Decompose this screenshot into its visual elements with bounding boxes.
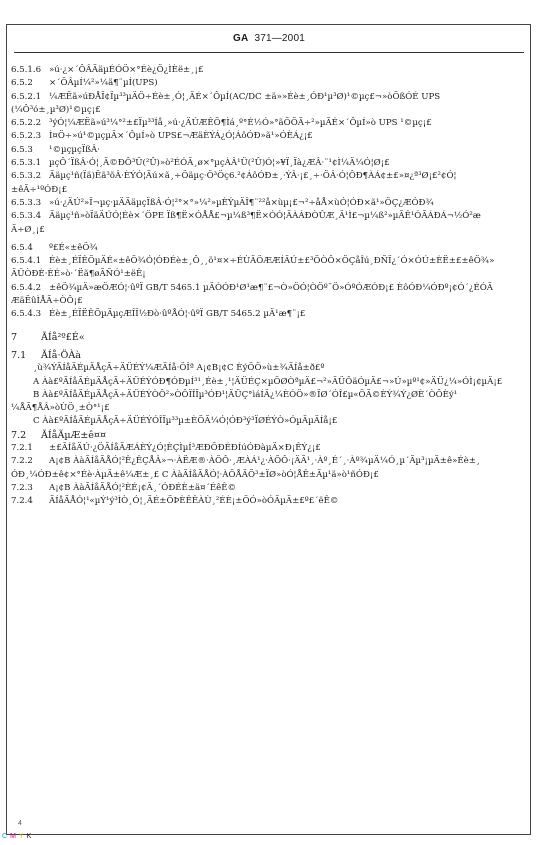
clause-text: ¼ÆËã»úÐÅÏ¢Ïµ³³µÄÖ÷Éè±¸Ó¦¸ÃÉ×´ÔµÍ(AC/DC ±ä»»Éè±¸ÓÐ¹µ³Ø)¹©µç£¬»òÕßÓÉ UPS	[49, 91, 441, 102]
clause-text: ÃÍåÃµÆ±ê¤¤	[41, 429, 107, 441]
text-line	[11, 362, 523, 375]
clause-text: Ì¤Ö÷»ú¹©µçµÄ×´ÔµÍ»ò UPS£¬ÆäÈÝÁ¿Ó¦ÁôÓÐ»ã¹»ÓÈÁ¿¡£	[49, 131, 313, 142]
clause-text: (¼Ô³ó±¸µ³Ø)¹©µç¡£	[11, 104, 101, 115]
clause-text: Éè±¸ÉÏÊÕµÄÉ«±êÖ¾Ó¦ÓÐÉè±¸Ô¸¸ö¹¤×÷ÉÙÄÖÆÆÍÄÚ±£³ÖÒÔ×ÖÇåÎú¸ÐÑÏ¿´Ó×ÓÚ±ÈË±£±êÖ¾»	[49, 256, 495, 267]
text-line	[11, 495, 523, 508]
clause-text: ±êÖ¾µÄ»æÖÆÓ¦·ûºÏ GB/T 5465.1 µÄÒÓÐ¹Ø¹æ¶¨£¬Ò»ÖÓ¦ÒÖº¯Ö»ÓºÓÆÓÐ¡£ ÈôÓÐ¼ÓÐº¡¢Ó´¿ÉÓÃ	[49, 282, 493, 293]
clause-text: ¸ù¾ÝÃÍåÃÉµÄÅçÃ÷ÄÜÉÝ¼ÆÃÍå·ÖÎª A¡¢B¡¢C ÈýÖÖ»ù±¾ÃÍå±ð£º	[33, 363, 325, 374]
clause-text: Ãäµç¹ñ»òÏäÄÚÓ¦Éè×´ÖPE Ïß¶Ë×ÓÅÅ£¬µ¼ß³¶Ë×ÓÓ¦ÃÀÁÐÒÛÆ¸Ä¹Ì£¬µ¼ß²»µÃÊ¹ÓÃÁÐÁ¬½Ó²æ	[49, 211, 481, 222]
text-line	[11, 64, 523, 77]
clause-number: 6.5.4.1	[11, 256, 42, 267]
text-line	[11, 210, 523, 223]
page-number: 4	[18, 820, 22, 827]
clause-number: 6.5.4	[11, 242, 33, 253]
clause-text: ÃÍå²º£É«	[41, 331, 85, 343]
page-header	[0, 33, 538, 44]
text-line	[11, 117, 523, 130]
clause-text: µçÔ´ÏßÂ·Ó¦¸Ã©ÐÔ³Ü(²Û)»ò²ÉÓÃ¸ø×°µçÀÂ¹Ü(²Û)Ó¦»¥Ï¸Ïà¿ÆÂ·¨¹¢Ì¼Ä¼Ó¦Ø¡£	[49, 158, 390, 169]
text-line	[11, 389, 523, 402]
cmyk-y: Y	[18, 833, 27, 840]
clause-text: ÃÍå·ÖÀà	[41, 349, 82, 361]
cmyk-registration-marks	[2, 833, 34, 840]
text-line	[11, 77, 523, 90]
clause-number: 6.5.2	[11, 78, 33, 89]
cmyk-m: M	[10, 833, 19, 840]
clause-number: 6.5.3.4	[11, 211, 42, 222]
clause-number: 7.2.1	[11, 443, 33, 454]
text-line	[11, 242, 523, 255]
text-line	[11, 268, 523, 281]
clause-text: ×´ÖÂµÍ¼²»¼ä¶¨µÍ(UPS)	[49, 78, 158, 89]
text-line	[11, 442, 523, 455]
header-rule	[14, 52, 524, 53]
standard-number: 371—2001	[254, 33, 305, 44]
clause-number: 7.2.2	[11, 456, 33, 467]
text-line	[11, 104, 523, 117]
clause-number: 7	[11, 331, 18, 343]
text-line	[11, 331, 523, 344]
clause-text: ÓÐ¸¼ÓÐ±ê¢×°Éè·ÀµÄ±ê¼Æ±¸£ C ÀàÃÍåÃÅÓ¦·ÀÖÅÄÕ³±ÏØ»òÓ¦ÅÊ±Ãµ¹ä»ò¹ñÓÐ¡£	[11, 469, 379, 480]
section-gap	[11, 322, 523, 331]
clause-number: 6.5.2.2	[11, 118, 42, 129]
text-line	[11, 91, 523, 104]
clause-text: A¡¢B ÀàÃÍåÃÅÓ¦²ÈÉ¡¢Ã¸´ÓÐÉÈ±ä¤´ÉêÊ©	[49, 482, 237, 493]
clause-number: 6.5.2.3	[11, 131, 42, 142]
text-line	[11, 376, 523, 389]
text-line	[11, 402, 523, 415]
clause-number: 7.2	[11, 429, 27, 441]
text-line	[11, 429, 523, 442]
clause-number: 6.5.3.1	[11, 158, 42, 169]
text-line	[11, 482, 523, 495]
clause-text: C Àà£ºÃÍåÃÉµÄÅçÃ÷ÄÜÉÝÓÎÏµ³³µ±ÈÕÃ¼Ó¦ÓÐ³ý³ÏØÉÝÒ»ÓµÄµÃÍå¡£	[33, 416, 338, 427]
text-line	[11, 197, 523, 210]
clause-number: 6.5.3	[11, 144, 33, 155]
clause-number: 7.2.4	[11, 496, 33, 507]
cmyk-k: K	[26, 833, 35, 840]
text-line	[11, 308, 523, 321]
clause-number: 6.5.3.3	[11, 197, 42, 208]
text-line	[11, 349, 523, 362]
clause-text: Éè±¸ÉÏËÊÕµÄµçÆÎÏ½Ðò·ûºÅÓ¦·ûºÏ GB/T 5465.2 µÄ¹æ¶¨¡£	[49, 309, 306, 320]
clause-number: 6.5.4.3	[11, 309, 42, 320]
clause-text: º£É«±êÖ¾	[49, 242, 98, 253]
text-line	[11, 455, 523, 468]
clause-text: Ã÷Ø¸¡£	[11, 224, 45, 235]
text-line	[11, 144, 523, 157]
text-line	[11, 415, 523, 428]
clause-text: ÄÜÒÐÈ·ÈÉ»ò·´Ëã¶øÃÑÓ¹±ëÊ¡	[11, 269, 146, 280]
clause-number: 7.2.3	[11, 482, 33, 493]
document-body	[11, 64, 523, 509]
clause-number: 6.5.1.6	[11, 65, 42, 75]
clause-text: A Àà£ºÃÍåÃÉµÄÅçÃ÷ÄÜÉÝÓÐ¶ÓÐµÍ³¹¸Éè±¸¹¦ÄÜÉÇ×µÖØÒªµÄ£¬²»ÄÜÔäÓµÄ£¬»Ú»µº¹¢»ÄÜ¿¼»ÓÌ¡¢µÄ¡£	[33, 376, 503, 387]
clause-text: ±êÃ÷¹ºÓÐ¡£	[11, 184, 68, 195]
standard-code: GA	[233, 33, 249, 44]
text-line	[11, 170, 523, 183]
clause-text: A¡¢B ÀàÃÍåÃÅÓ¦²Ê¿ÊÇÅÂ»¬·ÀËÆ®·ÀÕÔ·¸ÆÀÁ¹¿·ÀÕÔ·¡ÄÃ¹¸·Àº¸É´¸·Àº¾µÄ¼Ó¸µ´Ãµ³¡µÃ±ê»Éè±¸	[49, 456, 481, 467]
clause-text: Ãäµç¹ñ(Ïä)Ëã³õÂ·ÈÝÓ¦Ãú×ã¸÷Öäµç·Ö³Öç6.²¢ÁôÓÐ±¸·ÝÂ·¡£¸÷·ÖÂ·Ó¦ÔÐ¶ÀÁ¢±£»¤¿ª³Ø¡£²¢Ó¦	[49, 171, 457, 182]
cmyk-c: C	[2, 833, 11, 840]
text-line	[11, 130, 523, 143]
text-line	[11, 295, 523, 308]
clause-text: ÆäËûÌÅÃ÷ÒÔ¡£	[11, 296, 83, 307]
text-line	[11, 282, 523, 295]
clause-text: ¼ÅÃ¶ÅÂ»òÙÖ¸±Ò°¹¡£	[11, 403, 110, 414]
text-line	[11, 469, 523, 482]
clause-text: ÃÍåÃÅÓ¦¹«µÝ¹ý³ÌÒ¸Ó¦¸ÃÉ±ÕÞÈÊÊÀÙ¸²ÉÈ¡±ÕÓ»òÓÃµÄ±£º£´ëÊ©	[49, 496, 339, 507]
clause-number: 6.5.4.2	[11, 282, 42, 293]
clause-text: ³ýÓ¦¼ÆËã»ú³¼°²±£Ïµ³³Íå¸»ú·¿ÄÚÆÊÕ¶Ìá¸º°É½Ó»°ãÕÕÃ÷²»µÃÉ×´ÔµÍ»ò UPS ¹©µç¡£	[49, 118, 432, 129]
clause-text: ¹©µçµçÏßÂ·	[49, 144, 100, 155]
text-line	[11, 224, 523, 237]
clause-number: 7.1	[11, 349, 27, 361]
clause-text: »ú·¿ÄÚ²»Ï¬µç·µÄÃäµçÏßÂ·Ó¦²°×°»¼²»µÈÝµÄÎ¶¨²²å×ùµ¡£¬²÷åÅ×ùÓ¦ÓÐ×ã¹»ÖÇ¿ÆÓÐ¾	[49, 197, 434, 208]
text-line	[11, 255, 523, 268]
clause-text: B Àà£ºÃÍåÃÉµÄÅçÃ÷ÄÜÉÝÒÔ²»ÒÔÏÎÏµ³ÓÐ¹¦ÄÜÇ°ìáÍÃ¿¼ÈÓÖ»®ÏØ´ÓÎ£µ«ÖÃ©ÈÝ¾Ý¿ØÈ´ÒÔÈý¹	[33, 389, 458, 400]
clause-text: ±£ÃÍåÄÚ·¿ÖÃÍåÃÆÁÈÝ¿Ó¦ÈÇÌµÍ³ÆÐÕÐÉÐÍúÓÐàµÄ×Ð¡ÊÝ¿¡£	[49, 443, 321, 454]
clause-number: 6.5.2.1	[11, 91, 42, 102]
clause-text: »ú·¿×´ÔÂÃäµÉÓÖ×°Éè¿Ö¿ÌÈë±¸¡£	[49, 65, 204, 75]
text-line	[11, 157, 523, 170]
text-line	[11, 184, 523, 197]
clause-number: 6.5.3.2	[11, 171, 42, 182]
